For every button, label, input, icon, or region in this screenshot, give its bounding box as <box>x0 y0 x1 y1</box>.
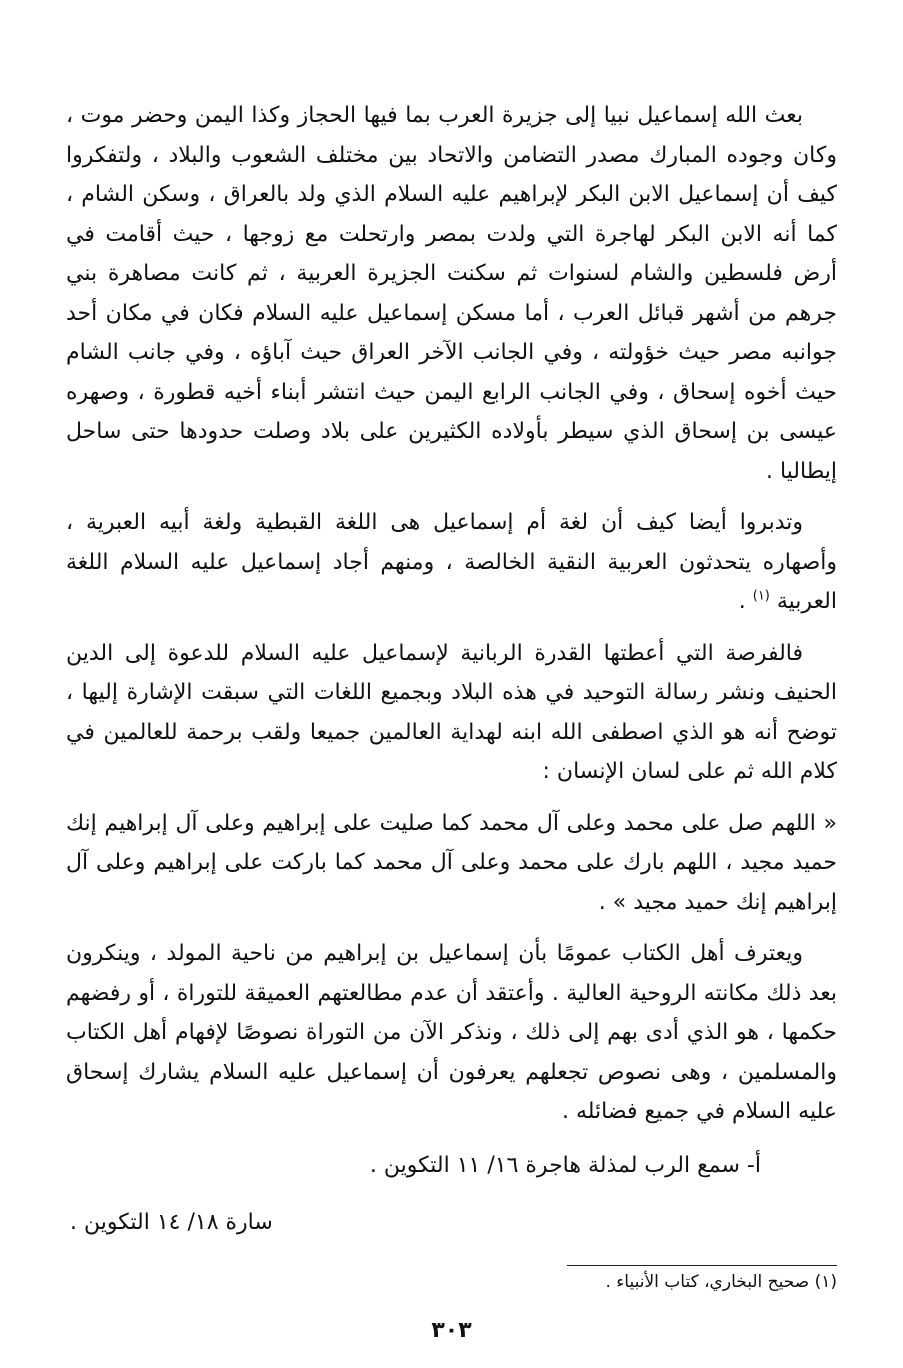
paragraph-prayer-quote: « اللهم صل على محمد وعلى آل محمد كما صليت على إبراهيم وعلى آل إبراهيم إنك حميد مجيد ، اللهم بارك على محمد وعلى آل محمد كما باركت على إبراهيم وعلى آل إبراهيم إنك حميد مجيد » . <box>66 810 837 915</box>
paragraph-end-mark: . <box>738 589 753 614</box>
footnote-text: (١) صحيح البخاري، كتاب الأنبياء . <box>605 1272 837 1292</box>
paragraph-languages <box>66 503 837 622</box>
paragraph-people-of-book: ويعترف أهل الكتاب عمومًا بأن إسماعيل بن إبراهيم من ناحية المولد ، وينكرون بعد ذلك مكانته الروحية العالية . وأعتقد أن عدم مطالعتهم العميقة للتوراة ، أو رفضهم حكمها ، هو الذي أدى بهم إلى ذلك ، ونذكر الآن من التوراة نصوصًا لإفهام أهل الكتاب والمسلمين ، وهى نصوص تجعلهم يعرفون أن إسماعيل عليه السلام يشارك إسحاق عليه السلام في جميع فضائله . <box>66 941 837 1124</box>
footnote-divider <box>567 1265 837 1266</box>
paragraph-languages-text: وتدبروا أيضا كيف أن لغة أم إسماعيل هى اللغة القبطية ولغة أبيه العبرية ، وأصهاره يتحدثون العربية النقية الخالصة ، ومنهم أجاد إسماعيل عليه السلام اللغة العربية <box>66 510 837 614</box>
list-item-hagar: أ- سمع الرب لمذلة هاجرة ١٦/ ١١ التكوين . <box>369 1153 761 1178</box>
main-text <box>66 96 837 1144</box>
paragraph-opportunity: فالفرصة التي أعطتها القدرة الربانية لإسماعيل عليه السلام للدعوة إلى الدين الحنيف ونشر رسالة التوحيد في هذه البلاد وبجميع اللغات التي سبقت الإشارة إليها ، توضح أنه هو الذي اصطفى الله ابنه لهداية العالمين جميعا ولقب برحمة للعالمين في كلام الله ثم على لسان الإنسان : <box>66 640 837 784</box>
paragraph-ismail-mission: بعث الله إسماعيل نبيا إلى جزيرة العرب بما فيها الحجاز وكذا اليمن وحضر موت ، وكان وجوده المبارك مصدر التضامن والاتحاد بين مختلف الشعوب والبلاد ، ولتفكروا كيف أن إسماعيل الابن البكر لإبراهيم عليه السلام الذي ولد بالعراق ، وسكن الشام ، كما أنه الابن البكر لهاجرة التي ولدت بمصر وارتحلت مع زوجها ، حيث أقامت في أرض فلسطين والشام لسنوات ثم سكنت الجزيرة العربية ، ثم كانت مصاهرة بني جرهم من أشهر قبائل العرب ، أما مسكن إسماعيل عليه السلام فكان في مكان أحد جوانبه مصر حيث خؤولته ، وفي الجانب الآخر العراق حيث آباؤه ، وفي جانب الشام حيث أخوه إسحاق ، وفي الجانب الرابع اليمن حيث انتشر أبناء أخيه قطورة ، وصهره عيسى بن إسحاق الذي سيطر بأولاده الكثيرين على بلاد وصلت حدودها حتى ساحل إيطاليا . <box>66 103 837 484</box>
page-number: ٣٠٣ <box>431 1318 472 1343</box>
note-sarah: سارة ١٨/ ١٤ التكوين . <box>70 1210 273 1235</box>
footnote-marker[interactable]: (١) <box>752 588 770 604</box>
